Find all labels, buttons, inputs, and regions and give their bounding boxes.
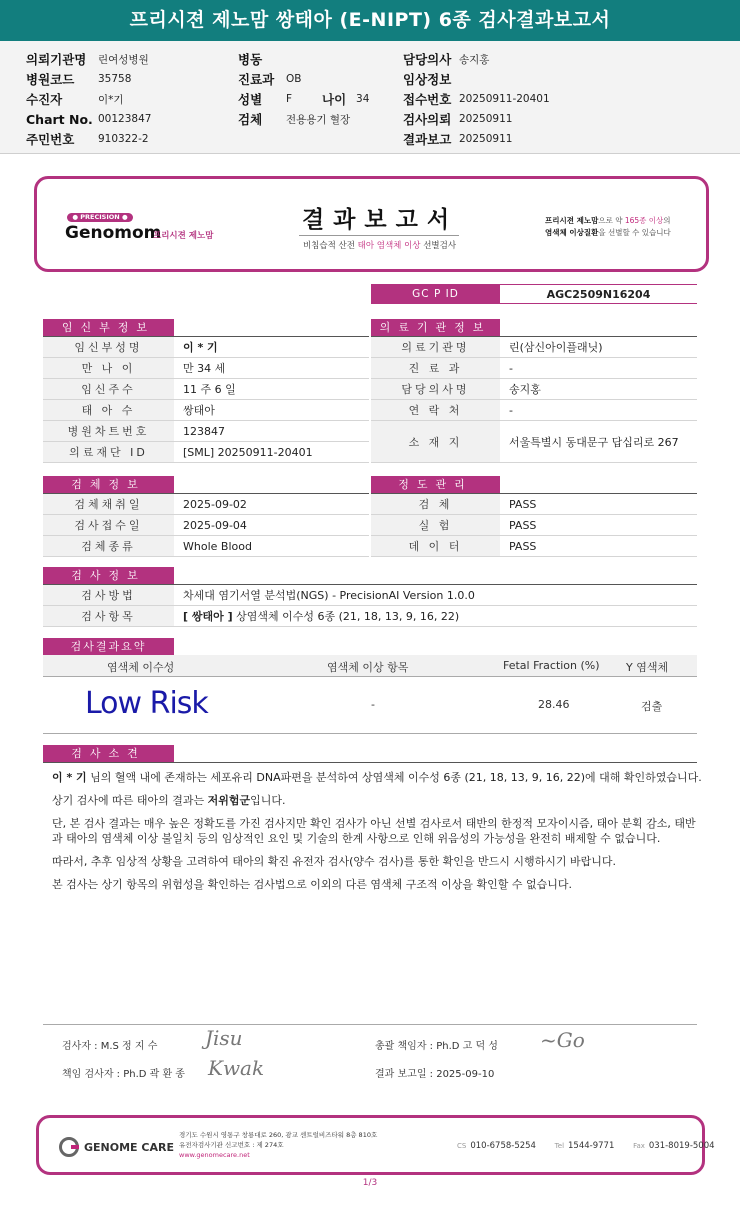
ph-label: 검체: [238, 112, 263, 127]
ph-value: 00123847: [98, 113, 152, 125]
ph-value: 20250911: [459, 133, 513, 145]
row-label: 검사항목: [43, 606, 174, 626]
ph-value: 전용용기 혈장: [286, 113, 351, 126]
responsible-tester-signature: Kwak: [208, 1056, 265, 1080]
row-value: 송지홍: [509, 383, 541, 396]
summary-table-header: [43, 655, 697, 677]
responsible-tester: 책임 검사자 : Ph.D 곽 환 종: [62, 1069, 185, 1080]
row-value: 2025-09-04: [183, 518, 247, 532]
ph-value: 910322-2: [98, 133, 149, 145]
ph-label: 병원코드: [26, 72, 75, 87]
precision-badge: ● PRECISION ●: [67, 213, 133, 222]
tester: 검사자 : M.S 정 지 수: [62, 1041, 158, 1052]
ph-value: 이*기: [98, 93, 124, 106]
row-label: 검체종류: [43, 536, 174, 556]
fetal-fraction: 28.46: [538, 698, 570, 711]
document-title: 결과보고서: [301, 207, 459, 233]
table-row: [43, 337, 369, 358]
table-row: [371, 337, 697, 358]
finding-paragraph: 이 * 기 님의 혈액 내에 존재하는 세포유리 DNA파편을 분석하여 상염색체 이수성 6종 (21, 18, 13, 9, 16, 22)에 대해 확인하였습니다.: [52, 771, 702, 784]
table-row: [43, 442, 369, 463]
footer-address: 경기도 수원시 영통구 창룡대로 260, 광교 센트럴비즈타워 8층 810호 유전자검사기관 신고번호 : 제 274호 www.genomecare.net: [179, 1131, 378, 1159]
col-header: Y 염색체: [626, 661, 669, 674]
row-value: 린(삼신아이플래닛): [509, 341, 603, 354]
ph-age-label: 나이: [322, 92, 347, 107]
genomom-logo: Genomom: [65, 223, 162, 243]
row-label: 병원차트번호: [43, 421, 174, 441]
row-label: 만 나 이: [43, 358, 174, 378]
row-label: 검 체: [371, 494, 500, 514]
report-date: 결과 보고일 : 2025-09-10: [375, 1069, 495, 1080]
test-info-header: 검사정보: [43, 567, 174, 584]
y-chromosome: 검출: [641, 700, 663, 713]
gcpid-value: AGC2509N16204: [500, 284, 697, 304]
ph-value: 린여성병원: [98, 53, 149, 66]
finding-paragraph: 상기 검사에 따른 태아의 결과는 저위험군입니다.: [52, 794, 286, 807]
risk-result: Low Risk: [85, 686, 208, 721]
col-header: Fetal Fraction (%): [503, 659, 600, 672]
patient-header: [0, 41, 740, 154]
genome-care-icon: [59, 1137, 79, 1157]
footer: [36, 1115, 715, 1175]
row-value: 이 * 기: [183, 341, 218, 354]
table-row: [43, 585, 697, 606]
ph-label: 의뢰기관명: [26, 52, 87, 67]
report-header: [34, 176, 709, 272]
divider: [43, 1024, 697, 1025]
director-signature: ~Go: [540, 1028, 585, 1052]
pregnant-info-header: 임신부정보: [43, 319, 174, 336]
row-label: 의료기관명: [371, 337, 500, 357]
table-row: [371, 515, 697, 536]
finding-paragraph: 따라서, 추후 임상적 상황을 고려하여 태아의 확진 유전자 검사(양수 검사)를 통한 확인을 반드시 시행하시기 바랍니다.: [52, 855, 616, 868]
row-value: -: [509, 361, 513, 375]
ph-age-value: 34: [356, 93, 370, 105]
ph-label: 검사의뢰: [403, 112, 452, 127]
ph-value: 20250911: [459, 113, 513, 125]
table-row: [43, 536, 369, 557]
row-value: 차세대 염기서열 분석법(NGS) - PrecisionAI Version 1.0.0: [183, 589, 475, 602]
table-row: [43, 494, 369, 515]
row-label: 임신주수: [43, 379, 174, 399]
row-value: 2025-09-02: [183, 497, 247, 511]
summary-row: [43, 678, 697, 734]
findings-header: 검사소견: [43, 745, 174, 762]
row-label: 소 재 지: [371, 421, 500, 462]
row-value: -: [509, 403, 513, 417]
row-value: 11 주 6 일: [183, 383, 236, 396]
row-value: 쌍태아: [183, 404, 215, 417]
col-header: 염색체 이상 항목: [327, 661, 409, 674]
ph-label: 성별: [238, 92, 263, 107]
director: 총괄 책임자 : Ph.D 고 덕 성: [375, 1041, 498, 1052]
ph-label: Chart No.: [26, 111, 93, 127]
findings-text: [52, 770, 702, 900]
footer-url[interactable]: www.genomecare.net: [179, 1151, 250, 1159]
footer-contact: CS 010-6758-5254 Tel 1544-9771 Fax 031-8019-5004: [457, 1141, 715, 1151]
ph-value: 송지홍: [459, 53, 490, 66]
ph-value: F: [286, 93, 293, 105]
ph-value: 20250911-20401: [459, 93, 550, 105]
ph-label: 진료과: [238, 72, 275, 87]
ph-label: 주민번호: [26, 132, 75, 147]
table-row: [371, 400, 697, 421]
specimen-info-header: 검체정보: [43, 476, 174, 493]
gcpid-label: GC P ID: [371, 284, 500, 304]
tester-signature: Jisu: [205, 1026, 243, 1050]
col-header: 염색체 이수성: [107, 661, 175, 674]
ph-value: 35758: [98, 73, 132, 85]
report-title: 프리시젼 제노맘 쌍태아 (E-NIPT) 6종 검사결과보고서: [0, 0, 740, 41]
table-row: [43, 358, 369, 379]
header-description: 프리시젼 제노맘으로 약 165종 이상의 염색체 이상질환을 선별할 수 있습니다: [545, 216, 671, 237]
row-value: 서울특별시 동대문구 답십리로 267: [509, 435, 679, 449]
finding-paragraph: 본 검사는 상기 항목의 위험성을 확인하는 검사법으로 이외의 다른 염색체 구조적 이상을 확인할 수 없습니다.: [52, 878, 572, 891]
ph-label: 결과보고: [403, 132, 452, 147]
ph-label: 접수번호: [403, 92, 452, 107]
summary-header: 검사결과요약: [43, 638, 174, 655]
document-subtitle: 비침습적 산전 태아 염색체 이상 선별검사: [302, 241, 457, 251]
table-row: [43, 515, 369, 536]
row-label: 연 락 처: [371, 400, 500, 420]
table-row: [371, 379, 697, 400]
row-value: [SML] 20250911-20401: [183, 445, 313, 459]
row-label: 태 아 수: [43, 400, 174, 420]
title-divider: [299, 235, 459, 236]
page-number: 1/3: [362, 1178, 378, 1188]
row-label: 진 료 과: [371, 358, 500, 378]
row-label: 의료재단 ID: [43, 442, 174, 462]
row-label: 검체채취일: [43, 494, 174, 514]
ph-label: 임상정보: [403, 72, 452, 87]
table-row: [43, 400, 369, 421]
table-row: [371, 421, 697, 463]
row-value: [ 쌍태아 ] 상염색체 이수성 6종 (21, 18, 13, 9, 16, 22): [183, 610, 460, 623]
abnormal-item: -: [371, 698, 375, 711]
row-value: PASS: [509, 497, 537, 511]
finding-paragraph: 단, 본 검사 결과는 매우 높은 정확도를 가진 검사지만 확인 검사가 아닌 선별 검사로서 태반의 한정적 모자이시즘, 태아 분획 감소, 태반과 태아의 염색체 이상 불일치 등의 임상적인 요인 및 기술의 한계 사항으로 인해 위음성의 가능성을 완전히 배제할 수 없습니다.: [52, 817, 696, 845]
row-value: 만 34 세: [183, 362, 226, 375]
table-row: [43, 606, 697, 627]
table-row: [371, 358, 697, 379]
row-label: 검사방법: [43, 585, 174, 605]
genome-care-logo: GENOME CARE: [59, 1137, 174, 1157]
patient-header-col1: [26, 49, 151, 149]
row-label: 데 이 터: [371, 536, 500, 556]
table-row: [43, 379, 369, 400]
ph-label: 수진자: [26, 92, 63, 107]
row-value: 123847: [183, 424, 225, 438]
row-label: 검사접수일: [43, 515, 174, 535]
divider: [43, 762, 697, 763]
ph-label: 담당의사: [403, 52, 452, 67]
row-value: PASS: [509, 518, 537, 532]
ph-value: OB: [286, 73, 302, 85]
qc-header: 정도관리: [371, 476, 500, 493]
institution-info-header: 의료기관정보: [371, 319, 500, 336]
row-value: Whole Blood: [183, 539, 252, 553]
table-row: [43, 421, 369, 442]
row-value: PASS: [509, 539, 537, 553]
row-label: 임신부성명: [43, 337, 174, 357]
row-label: 실 험: [371, 515, 500, 535]
ph-label: 병동: [238, 52, 263, 67]
logo-subtitle: 프리시젼 제노맘: [153, 231, 214, 241]
table-row: [371, 494, 697, 515]
row-label: 담당의사명: [371, 379, 500, 399]
patient-header-col2: [238, 49, 369, 129]
patient-header-col3: [403, 49, 550, 149]
table-row: [371, 536, 697, 557]
